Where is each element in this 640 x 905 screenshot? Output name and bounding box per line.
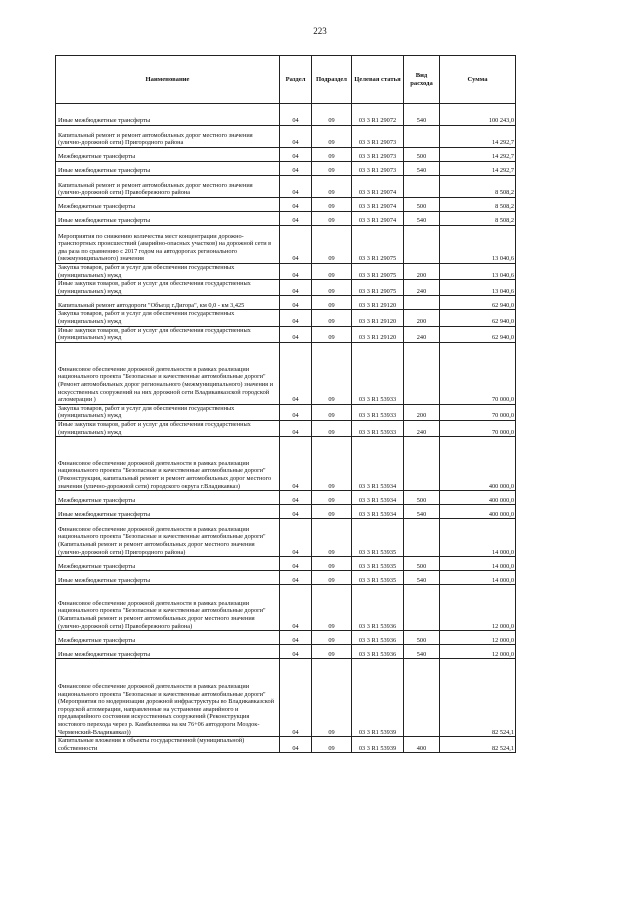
cell-section: 04 <box>280 437 312 491</box>
table-row <box>56 104 516 126</box>
cell-target: 03 3 R1 29073 <box>352 162 404 176</box>
cell-amount: 8 508,2 <box>440 176 516 198</box>
cell-subsection: 09 <box>312 148 352 162</box>
table-row <box>56 519 516 557</box>
cell-subsection: 09 <box>312 326 352 342</box>
cell-subsection: 09 <box>312 519 352 557</box>
cell-section: 04 <box>280 491 312 505</box>
cell-subsection: 09 <box>312 126 352 148</box>
table-body <box>56 104 516 753</box>
table-row <box>56 737 516 753</box>
table-row <box>56 404 516 420</box>
cell-name: Финансовое обеспечение дорожной деятельности в рамках реализации национального проекта "Безопасные и качественные автомобильные дороги" (Капитальный ремонт и ремонт автомобильных дорог местного значения (улично-дорожной сети) Пригородного района) <box>56 519 280 557</box>
cell-subsection: 09 <box>312 176 352 198</box>
cell-section: 04 <box>280 176 312 198</box>
cell-name: Иные межбюджетные трансферты <box>56 571 280 585</box>
cell-section: 04 <box>280 162 312 176</box>
cell-expense-type <box>404 342 440 404</box>
cell-name: Закупка товаров, работ и услуг для обеспечения государственных (муниципальных) нужд <box>56 264 280 280</box>
table-row <box>56 226 516 264</box>
cell-subsection: 09 <box>312 659 352 737</box>
cell-name: Иные закупки товаров, работ и услуг для обеспечения государственных (муниципальных) нужд <box>56 280 280 296</box>
table-row <box>56 585 516 631</box>
cell-target: 03 3 R1 29075 <box>352 280 404 296</box>
cell-amount: 12 000,0 <box>440 645 516 659</box>
table-row <box>56 420 516 436</box>
cell-section: 04 <box>280 148 312 162</box>
cell-name: Закупка товаров, работ и услуг для обеспечения государственных (муниципальных) нужд <box>56 310 280 326</box>
cell-subsection: 09 <box>312 264 352 280</box>
cell-amount: 400 000,0 <box>440 505 516 519</box>
cell-name: Межбюджетные трансферты <box>56 631 280 645</box>
cell-expense-type: 540 <box>404 645 440 659</box>
table-row <box>56 645 516 659</box>
cell-amount: 8 508,2 <box>440 212 516 226</box>
table-row <box>56 571 516 585</box>
table-row <box>56 148 516 162</box>
cell-expense-type: 540 <box>404 104 440 126</box>
cell-target: 03 3 R1 53936 <box>352 585 404 631</box>
cell-name: Межбюджетные трансферты <box>56 557 280 571</box>
cell-section: 04 <box>280 264 312 280</box>
cell-subsection: 09 <box>312 491 352 505</box>
table-row <box>56 659 516 737</box>
cell-expense-type <box>404 126 440 148</box>
cell-name: Межбюджетные трансферты <box>56 198 280 212</box>
cell-target: 03 3 R1 29075 <box>352 226 404 264</box>
cell-target: 03 3 R1 53939 <box>352 659 404 737</box>
cell-amount: 62 940,0 <box>440 296 516 310</box>
cell-target: 03 3 R1 53936 <box>352 631 404 645</box>
cell-subsection: 09 <box>312 296 352 310</box>
cell-name: Иные межбюджетные трансферты <box>56 104 280 126</box>
cell-section: 04 <box>280 342 312 404</box>
cell-amount: 70 000,0 <box>440 342 516 404</box>
cell-amount: 13 040,6 <box>440 226 516 264</box>
cell-target: 03 3 R1 53936 <box>352 645 404 659</box>
cell-subsection: 09 <box>312 212 352 226</box>
cell-name: Иные межбюджетные трансферты <box>56 162 280 176</box>
cell-amount: 14 000,0 <box>440 557 516 571</box>
cell-amount: 14 000,0 <box>440 519 516 557</box>
table-row <box>56 176 516 198</box>
cell-subsection: 09 <box>312 737 352 753</box>
table-row <box>56 437 516 491</box>
cell-expense-type: 240 <box>404 280 440 296</box>
cell-amount: 8 508,2 <box>440 198 516 212</box>
cell-section: 04 <box>280 645 312 659</box>
cell-subsection: 09 <box>312 437 352 491</box>
cell-name: Мероприятия по снижению количества мест концентрации дорожно-транспортных происшествий (аварийно-опасных участков) на дорожной сети в два раза по сравнению с 2017 годом на автодорогах регионального (межмуниципального) значения <box>56 226 280 264</box>
cell-amount: 400 000,0 <box>440 437 516 491</box>
cell-target: 03 3 R1 29120 <box>352 310 404 326</box>
cell-section: 04 <box>280 557 312 571</box>
table-row <box>56 126 516 148</box>
cell-target: 03 3 R1 53939 <box>352 737 404 753</box>
cell-expense-type: 240 <box>404 326 440 342</box>
table-row <box>56 505 516 519</box>
cell-expense-type: 240 <box>404 420 440 436</box>
cell-target: 03 3 R1 53933 <box>352 420 404 436</box>
cell-expense-type <box>404 585 440 631</box>
cell-section: 04 <box>280 505 312 519</box>
cell-expense-type: 400 <box>404 737 440 753</box>
cell-expense-type: 540 <box>404 162 440 176</box>
cell-section: 04 <box>280 571 312 585</box>
cell-subsection: 09 <box>312 104 352 126</box>
cell-expense-type <box>404 226 440 264</box>
cell-expense-type <box>404 659 440 737</box>
cell-subsection: 09 <box>312 162 352 176</box>
cell-section: 04 <box>280 659 312 737</box>
page-number: 223 <box>313 26 327 36</box>
cell-amount: 62 940,0 <box>440 310 516 326</box>
cell-subsection: 09 <box>312 585 352 631</box>
cell-subsection: 09 <box>312 505 352 519</box>
cell-section: 04 <box>280 420 312 436</box>
cell-target: 03 3 R1 53935 <box>352 571 404 585</box>
cell-target: 03 3 R1 29075 <box>352 264 404 280</box>
cell-section: 04 <box>280 212 312 226</box>
cell-target: 03 3 R1 53935 <box>352 519 404 557</box>
budget-table <box>55 55 516 753</box>
cell-subsection: 09 <box>312 571 352 585</box>
cell-amount: 13 040,6 <box>440 280 516 296</box>
cell-expense-type: 200 <box>404 264 440 280</box>
cell-section: 04 <box>280 326 312 342</box>
cell-section: 04 <box>280 126 312 148</box>
cell-amount: 70 000,0 <box>440 404 516 420</box>
table-row <box>56 264 516 280</box>
cell-amount: 12 000,0 <box>440 631 516 645</box>
cell-name: Капитальный ремонт и ремонт автомобильных дорог местного значения (улично-дорожной сети) Пригородного района <box>56 126 280 148</box>
cell-subsection: 09 <box>312 404 352 420</box>
column-header-name: Наименование <box>56 56 280 104</box>
cell-subsection: 09 <box>312 631 352 645</box>
cell-amount: 70 000,0 <box>440 420 516 436</box>
cell-target: 03 3 R1 53934 <box>352 491 404 505</box>
cell-name: Иные закупки товаров, работ и услуг для обеспечения государственных (муниципальных) нужд <box>56 326 280 342</box>
cell-name: Финансовое обеспечение дорожной деятельности в рамках реализации национального проекта "Безопасные и качественные автомобильные дороги" (Ремонт автомобильных дорог регионального (межмуниципального) значения и искусственных сооружений на них дорожной сети Владикавказской городской агломерации ) <box>56 342 280 404</box>
table-row <box>56 557 516 571</box>
cell-name: Капитальный ремонт автодороги "Объезд г.Дигора", км 0,0 - км 3,425 <box>56 296 280 310</box>
cell-section: 04 <box>280 226 312 264</box>
cell-name: Межбюджетные трансферты <box>56 148 280 162</box>
table-row <box>56 342 516 404</box>
cell-target: 03 3 R1 53933 <box>352 342 404 404</box>
cell-expense-type: 540 <box>404 505 440 519</box>
column-header-target: Целевая статья <box>352 56 404 104</box>
cell-target: 03 3 R1 53934 <box>352 505 404 519</box>
column-header-section: Раздел <box>280 56 312 104</box>
table-row <box>56 310 516 326</box>
cell-section: 04 <box>280 296 312 310</box>
table-row <box>56 326 516 342</box>
cell-section: 04 <box>280 280 312 296</box>
cell-expense-type <box>404 296 440 310</box>
cell-expense-type <box>404 176 440 198</box>
cell-target: 03 3 R1 29073 <box>352 148 404 162</box>
cell-target: 03 3 R1 29073 <box>352 126 404 148</box>
table-row <box>56 631 516 645</box>
cell-target: 03 3 R1 29074 <box>352 176 404 198</box>
cell-target: 03 3 R1 29074 <box>352 212 404 226</box>
cell-subsection: 09 <box>312 645 352 659</box>
cell-expense-type: 200 <box>404 404 440 420</box>
cell-subsection: 09 <box>312 557 352 571</box>
cell-expense-type: 500 <box>404 198 440 212</box>
cell-name: Финансовое обеспечение дорожной деятельности в рамках реализации национального проекта "Безопасные и качественные автомобильные дороги" (Капитальный ремонт и ремонт автомобильных дорог местного значения (улично-дорожной сети) Правобережного района) <box>56 585 280 631</box>
cell-section: 04 <box>280 198 312 212</box>
cell-amount: 82 524,1 <box>440 659 516 737</box>
cell-name: Иные межбюджетные трансферты <box>56 645 280 659</box>
cell-section: 04 <box>280 585 312 631</box>
cell-amount: 14 000,0 <box>440 571 516 585</box>
cell-target: 03 3 R1 53933 <box>352 404 404 420</box>
cell-amount: 82 524,1 <box>440 737 516 753</box>
cell-amount: 13 040,6 <box>440 264 516 280</box>
cell-target: 03 3 R1 29074 <box>352 198 404 212</box>
cell-amount: 14 292,7 <box>440 148 516 162</box>
cell-subsection: 09 <box>312 198 352 212</box>
cell-expense-type <box>404 437 440 491</box>
cell-target: 03 3 R1 29120 <box>352 326 404 342</box>
cell-name: Финансовое обеспечение дорожной деятельности в рамках реализации национального проекта "Безопасные и качественные автомобильные дороги" (Мероприятия по модернизации дорожной инфраструктуры во Владикавказской городской агломерации, направленные на устранение аварийного и предаварийного состояния искусственных сооружений (Реконструкция мостового перехода через р. Камбилеевка на км 76+06 автодороги Моздок-Черменский-Владикавказ)) <box>56 659 280 737</box>
cell-name: Иные межбюджетные трансферты <box>56 212 280 226</box>
cell-section: 04 <box>280 737 312 753</box>
table-header-row <box>56 56 516 104</box>
cell-subsection: 09 <box>312 280 352 296</box>
cell-expense-type: 540 <box>404 571 440 585</box>
cell-section: 04 <box>280 631 312 645</box>
cell-expense-type <box>404 519 440 557</box>
cell-expense-type: 500 <box>404 631 440 645</box>
cell-amount: 14 292,7 <box>440 126 516 148</box>
cell-expense-type: 500 <box>404 557 440 571</box>
column-header-amount: Сумма <box>440 56 516 104</box>
cell-section: 04 <box>280 104 312 126</box>
cell-subsection: 09 <box>312 226 352 264</box>
cell-amount: 100 243,0 <box>440 104 516 126</box>
cell-amount: 62 940,0 <box>440 326 516 342</box>
table-row <box>56 491 516 505</box>
cell-expense-type: 500 <box>404 148 440 162</box>
cell-amount: 14 292,7 <box>440 162 516 176</box>
cell-subsection: 09 <box>312 310 352 326</box>
cell-target: 03 3 R1 53934 <box>352 437 404 491</box>
table-row <box>56 212 516 226</box>
cell-name: Капитальный ремонт и ремонт автомобильных дорог местного значения (улично-дорожной сети) Правобережного района <box>56 176 280 198</box>
table-row <box>56 296 516 310</box>
cell-target: 03 3 R1 29120 <box>352 296 404 310</box>
table-row <box>56 280 516 296</box>
cell-subsection: 09 <box>312 420 352 436</box>
table-row <box>56 198 516 212</box>
cell-target: 03 3 R1 53935 <box>352 557 404 571</box>
cell-expense-type: 540 <box>404 212 440 226</box>
cell-target: 03 3 R1 29072 <box>352 104 404 126</box>
cell-name: Закупка товаров, работ и услуг для обеспечения государственных (муниципальных) нужд <box>56 404 280 420</box>
cell-expense-type: 200 <box>404 310 440 326</box>
cell-amount: 400 000,0 <box>440 491 516 505</box>
cell-name: Иные закупки товаров, работ и услуг для обеспечения государственных (муниципальных) нужд <box>56 420 280 436</box>
cell-expense-type: 500 <box>404 491 440 505</box>
column-header-expense-type: Вид расхода <box>404 56 440 104</box>
cell-name: Капитальные вложения в объекты государственной (муниципальной) собственности <box>56 737 280 753</box>
cell-amount: 12 000,0 <box>440 585 516 631</box>
cell-section: 04 <box>280 404 312 420</box>
cell-section: 04 <box>280 310 312 326</box>
cell-section: 04 <box>280 519 312 557</box>
cell-name: Финансовое обеспечение дорожной деятельности в рамках реализации национального проекта "Безопасные и качественные автомобильные дороги" (Реконструкция, капитальный ремонт и ремонт автомобильных дорог местного значения (улично-дорожной сети) городского округа г.Владикавказ) <box>56 437 280 491</box>
cell-name: Межбюджетные трансферты <box>56 491 280 505</box>
cell-subsection: 09 <box>312 342 352 404</box>
cell-name: Иные межбюджетные трансферты <box>56 505 280 519</box>
column-header-subsection: Подраздел <box>312 56 352 104</box>
table-row <box>56 162 516 176</box>
